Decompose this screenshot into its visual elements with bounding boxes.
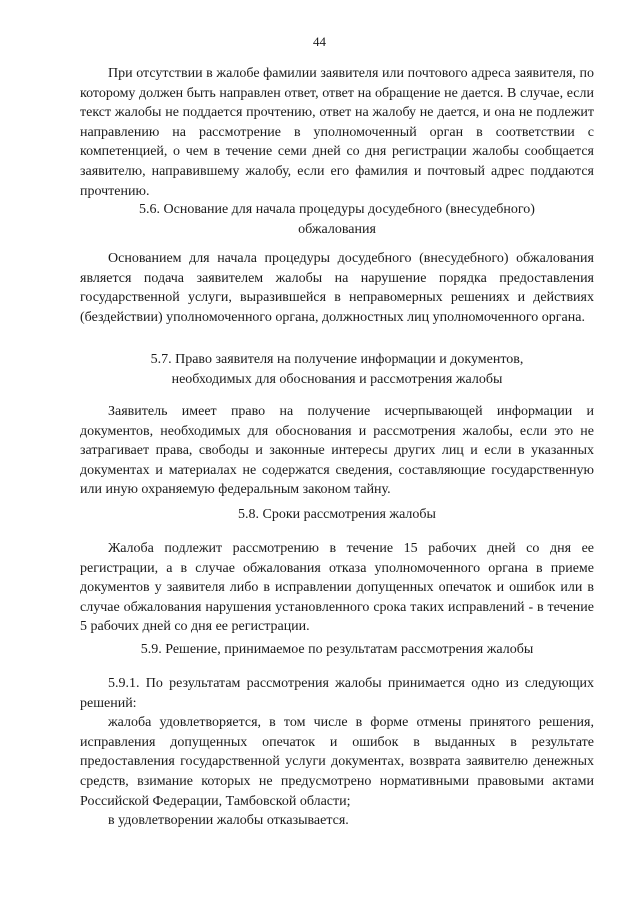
heading-5-6 (80, 200, 594, 239)
paragraph-text: При отсутствии в жалобе фамилии заявителя или почтового адреса заявителя, по которому должен быть направлен ответ, ответ на обращение не дается. В случае, если текст жалобы не поддается прочтению, ответ на жалобу не дается, и она не подлежит направлению на рассмотрение в уполномоченный орган в соответствии с компетенцией, о чем в течение семи дней со дня регистрации жалобы сообщается заявителю, направившему жалобу, если его фамилия и почтовый адрес поддаются прочтению. (80, 66, 594, 199)
paragraph-text: Жалоба подлежит рассмотрению в течение 15 рабочих дней со дня ее регистрации, а в случае обжалования отказа уполномоченного органа в приеме документов у заявителя либо в исправлении допущенных опечаток и ошибок или в случае обжалования нарушения установленного срока таких исправлений - в течение 5 рабочих дней со дня ее регистрации. (80, 541, 594, 635)
heading-5-8 (80, 505, 594, 525)
heading-5-6-line1: 5.6. Основание для начала процедуры досудебного (внесудебного) (139, 202, 535, 217)
heading-5-9-text: 5.9. Решение, принимаемое по результатам рассмотрения жалобы (140, 642, 534, 657)
heading-5-9 (80, 640, 594, 660)
heading-5-6-line2: обжалования (298, 221, 376, 237)
paragraph-5-6 (80, 249, 594, 327)
heading-5-7-line1: 5.7. Право заявителя на получение информации и документов, (150, 352, 524, 367)
heading-5-7-line2: необходимых для обоснования и рассмотрения жалобы (171, 371, 503, 387)
paragraph-5-9-1: 5.9.1. По результатам рассмотрения жалобы принимается одно из следующих решений: (80, 676, 594, 711)
paragraph-decision-satisfied: жалоба удовлетворяется, в том числе в форме отмены принятого решения, исправления допущенных опечаток и ошибок в выданных в результате предоставления государственной услуги документах, возврата заявителю денежных средств, взимание которых не предусмотрено нормативными правовыми актами Российской Федерации, Тамбовской области; (80, 715, 594, 809)
heading-5-7 (80, 350, 594, 389)
page-number: 44 (313, 34, 326, 49)
section-5-9-1 (80, 674, 594, 831)
paragraph-no-surname (80, 64, 594, 201)
heading-5-8-text: 5.8. Сроки рассмотрения жалобы (238, 507, 436, 522)
paragraph-text: Заявитель имеет право на получение исчерпывающей информации и документов, необходимых для обоснования и рассмотрения жалобы, если это не затрагивает права, свободы и законные интересы других лиц и если в указанных документах и материалах не содержатся сведения, составляющие государственную или иную охраняемую федеральным законом тайну. (80, 404, 594, 498)
paragraph-text: Основанием для начала процедуры досудебного (внесудебного) обжалования является подача заявителем жалобы на нарушение порядка предоставления государственной услуги, выразившейся в неправомерных решениях и действиях (бездействии) уполномоченного органа, должностных лиц уполномоченного органа. (80, 251, 594, 325)
paragraph-5-8 (80, 539, 594, 637)
paragraph-5-7 (80, 402, 594, 500)
paragraph-decision-refused: в удовлетворении жалобы отказывается. (108, 813, 349, 829)
